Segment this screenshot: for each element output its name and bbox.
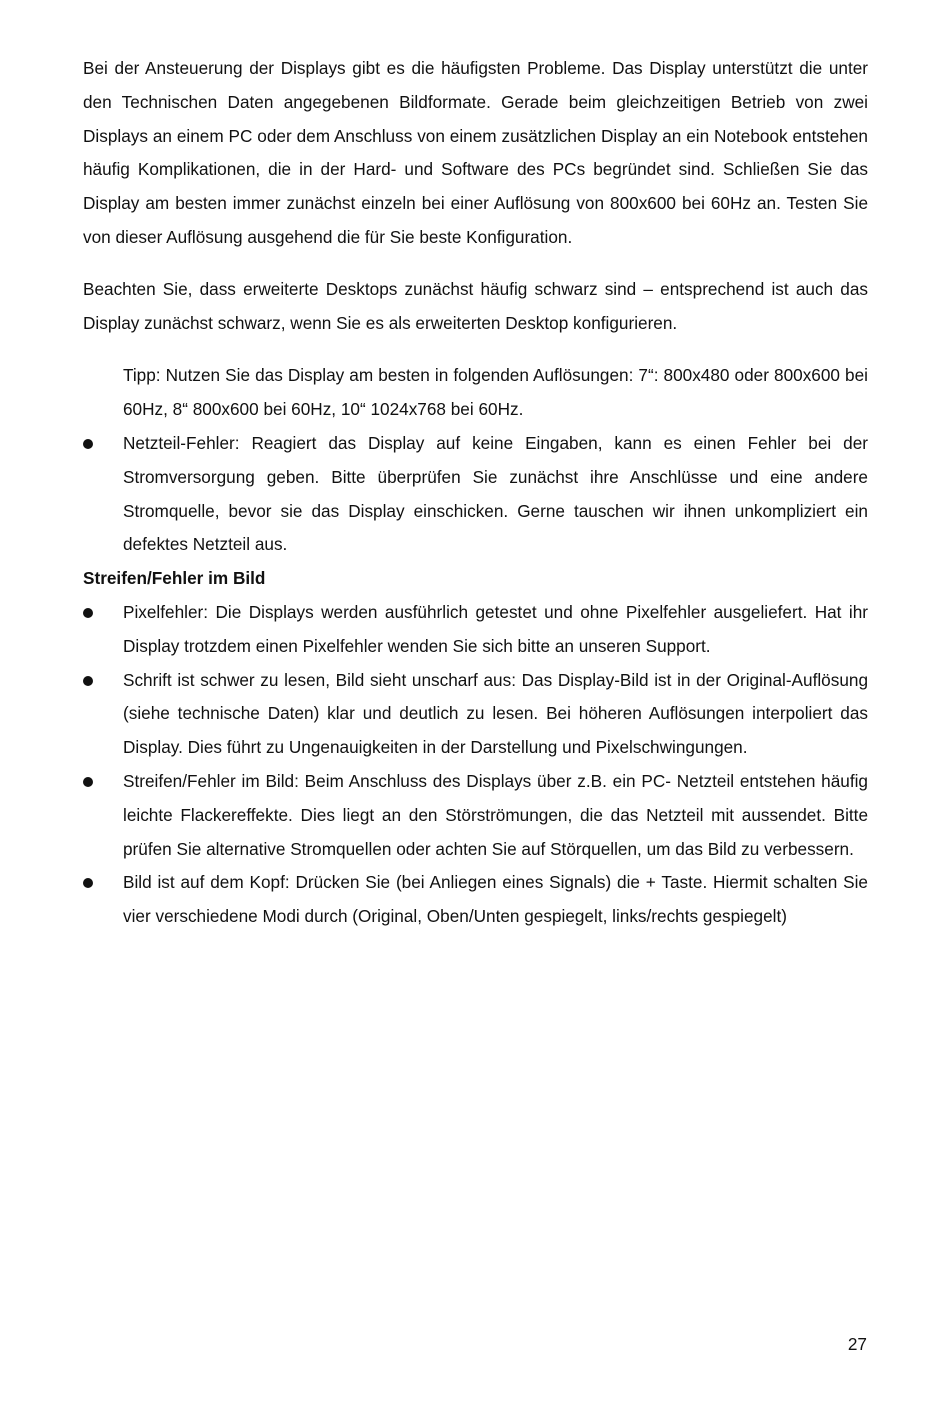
bullet-icon: [83, 676, 93, 686]
list-item: [83, 765, 868, 866]
bullet-text: Bild ist auf dem Kopf: Drücken Sie (bei Anliegen eines Signals) die + Taste. Hiermit schalten Sie vier verschiedene Modi durch (Original, Oben/Unten gespiegelt, links/rechts gespiegelt): [123, 872, 868, 927]
power-bullet-list: [83, 427, 868, 562]
image-issues-bullet-list: [83, 596, 868, 934]
bullet-icon: [83, 777, 93, 787]
extended-desktop-paragraph: Beachten Sie, dass erweiterte Desktops zunächst häufig schwarz sind – entsprechend ist auch das Display zunächst schwarz, wenn Sie es als erweiterten Desktop konfigurieren.: [83, 278, 868, 333]
bullet-icon: [83, 608, 93, 618]
bullet-icon: [83, 878, 93, 888]
list-item: [83, 596, 868, 664]
bullet-text: Pixelfehler: Die Displays werden ausführlich getestet und ohne Pixelfehler ausgeliefert. Hat ihr Display trotzdem einen Pixelfehler wenden Sie sich bitte an unseren Support.: [123, 601, 868, 656]
bullet-text: Schrift ist schwer zu lesen, Bild sieht unscharf aus: Das Display-Bild ist in der Original-Auflösung (siehe technische Daten) klar und deutlich zu lesen. Bei höheren Auflösungen interpoliert das Display. Dies führt zu Ungenauigkeiten in der Darstellung und Pixelschwingungen.: [123, 669, 868, 758]
section-heading: Streifen/Fehler im Bild: [83, 568, 266, 589]
bullet-icon: [83, 439, 93, 449]
list-item: [83, 664, 868, 765]
tip-paragraph: Tipp: Nutzen Sie das Display am besten in folgenden Auflösungen: 7“: 800x480 oder 800x600 bei 60Hz, 8“ 800x600 bei 60Hz, 10“ 1024x768 bei 60Hz.: [123, 365, 868, 420]
document-page: [83, 52, 868, 934]
list-item: [83, 866, 868, 934]
page-number: 27: [847, 1334, 867, 1354]
bullet-text: Streifen/Fehler im Bild: Beim Anschluss des Displays über z.B. ein PC- Netzteil entstehen häufig leichte Flackereffekte. Dies liegt an den Störströmungen, die das Netzteil mit aussendet. Bitte prüfen Sie alternative Stromquellen oder achten Sie auf Störquellen, um das Bild zu verbessern.: [123, 770, 868, 859]
bullet-text: Netzteil-Fehler: Reagiert das Display auf keine Eingaben, kann es einen Fehler bei der Stromversorgung geben. Bitte überprüfen Sie zunächst ihre Anschlüsse und eine andere Stromquelle, bevor sie das Display einschicken. Gerne tauschen wir ihnen unkompliziert ein defektes Netzteil aus.: [123, 432, 868, 555]
list-item: [83, 427, 868, 562]
intro-paragraph: Bei der Ansteuerung der Displays gibt es die häufigsten Probleme. Das Display unterstützt die unter den Technischen Daten angegebenen Bildformate. Gerade beim gleichzeitigen Betrieb von zwei Displays an einem PC oder dem Anschluss von einem zusätzlichen Display an ein Notebook entstehen häufig Komplikationen, die in der Hard- und Software des PCs begründet sind. Schließen Sie das Display am besten immer zunächst einzeln bei einer Auflösung von 800x600 bei 60Hz an. Testen Sie von dieser Auflösung ausgehend die für Sie beste Konfiguration.: [83, 58, 868, 247]
